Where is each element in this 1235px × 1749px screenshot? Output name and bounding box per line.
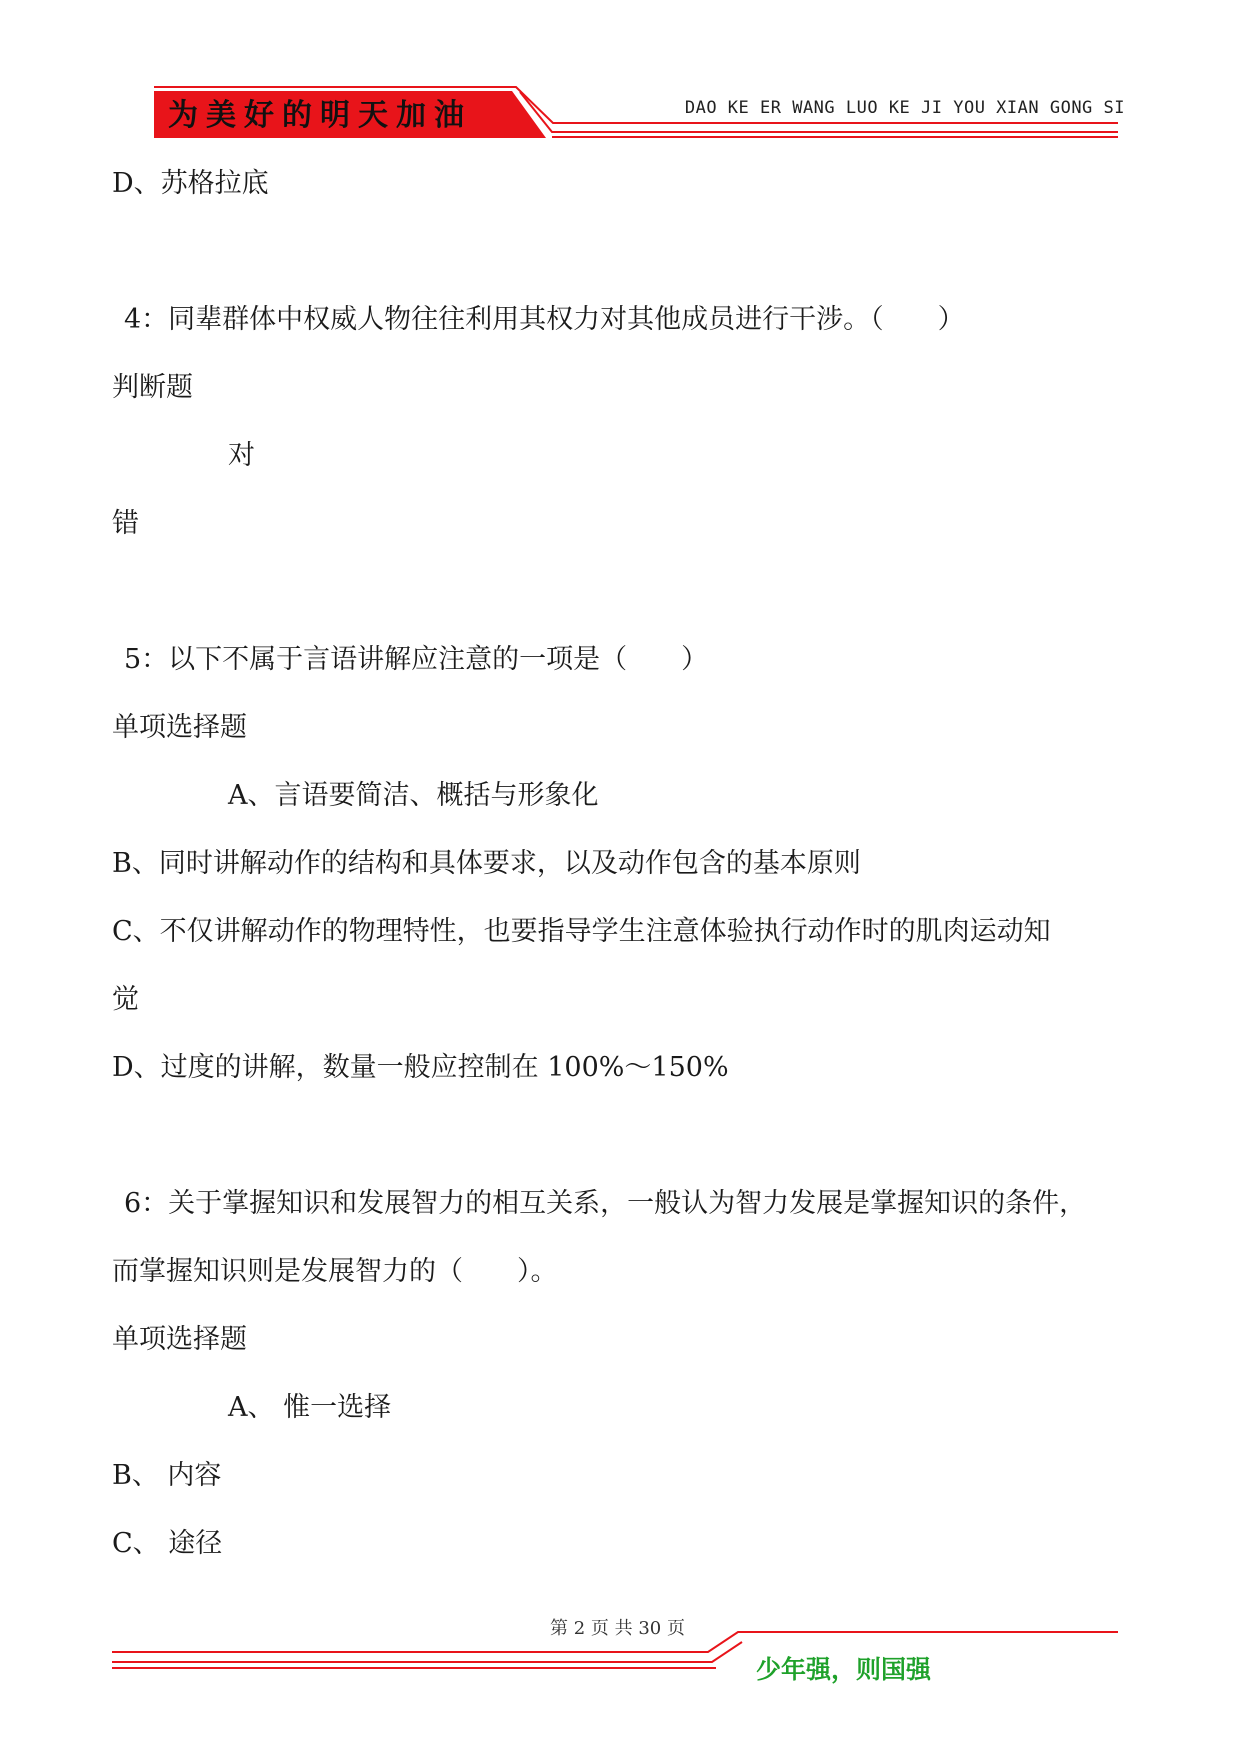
q5-option-c-line2: 觉 [112, 984, 139, 1015]
q5-stem: 5：以下不属于言语讲解应注意的一项是（ ） [124, 644, 709, 675]
header-slogan: 为美好的明天加油 [168, 98, 472, 133]
header-company-name: DAO KE ER WANG LUO KE JI YOU XIAN GONG SI [684, 98, 1125, 118]
footer-slogan: 少年强，则国强 [756, 1655, 932, 1684]
q4-stem: 4：同辈群体中权威人物往往利用其权力对其他成员进行干涉。（ ） [124, 304, 965, 335]
q6-stem-line2: 而掌握知识则是发展智力的（ ）。 [112, 1256, 558, 1287]
q6-option-a: A、 惟一选择 [228, 1392, 392, 1423]
q4-option-false: 错 [112, 508, 139, 539]
q5-type: 单项选择题 [112, 712, 247, 743]
q3-option-d: D、苏格拉底 [112, 168, 269, 199]
q6-stem-line1: 6：关于掌握知识和发展智力的相互关系，一般认为智力发展是掌握知识的条件， [124, 1188, 1087, 1219]
footer-rule-lower [112, 1642, 742, 1662]
q5-option-b: B、同时讲解动作的结构和具体要求，以及动作包含的基本原则 [112, 848, 861, 879]
q4-option-true: 对 [228, 440, 255, 471]
footer-page-info: 第 2 页 共 30 页 [550, 1618, 685, 1639]
q4-type: 判断题 [112, 372, 193, 403]
q5-option-d: D、过度的讲解，数量一般应控制在 100%～150% [112, 1052, 729, 1083]
q5-option-a: A、言语要简洁、概括与形象化 [228, 780, 599, 811]
q6-option-b: B、 内容 [112, 1460, 222, 1491]
q6-type: 单项选择题 [112, 1324, 247, 1355]
q5-option-c-line1: C、不仅讲解动作的物理特性，也要指导学生注意体验执行动作时的肌肉运动知 [112, 916, 1051, 947]
q6-option-c: C、 途径 [112, 1528, 223, 1559]
